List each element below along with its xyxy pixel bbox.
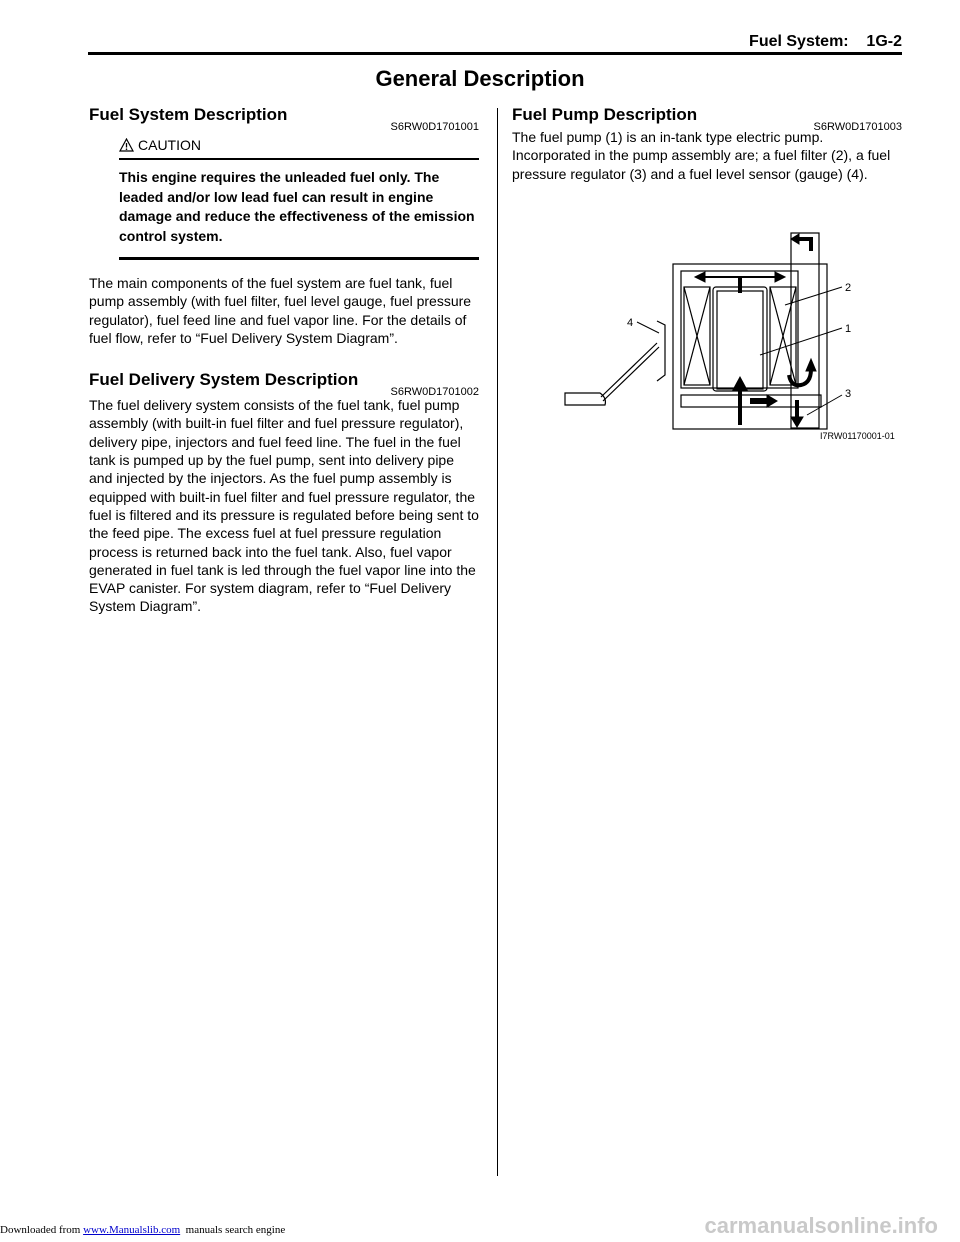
caution-top-rule (119, 158, 479, 160)
fuel-system-body: The main components of the fuel system are fuel tank, fuel pump assembly (with fuel filter, fuel level gauge, fuel pressure regulator), fuel feed line and fuel vapor line. For the details of fuel flow, refer to “Fuel Delivery System Diagram”. (89, 275, 472, 346)
pump-housing (673, 264, 827, 429)
delivery-heading (89, 370, 479, 399)
callout-1: 1 (845, 323, 852, 335)
fuel-system-code: S6RW0D1701001 (390, 121, 479, 133)
column-divider (497, 108, 498, 1176)
fuel-system-heading-text: Fuel System Description (89, 105, 288, 124)
pump-heading (512, 105, 902, 133)
header-page: 1G-2 (866, 33, 902, 50)
left-column (89, 105, 479, 616)
manualslib-link[interactable]: www.Manualslib.com (83, 1224, 181, 1236)
fuel-pump-diagram (545, 225, 905, 445)
caution-bottom-rule (119, 257, 479, 260)
level-sensor-float (565, 393, 605, 405)
warning-triangle-icon (119, 138, 134, 152)
caution-box (119, 137, 479, 260)
figure-ref: I7RW01170001-01 (820, 431, 895, 441)
fuel-pump-body (713, 287, 767, 391)
caution-header (119, 137, 479, 153)
level-sensor-bracket (657, 321, 665, 381)
delivery-heading-text: Fuel Delivery System Description (89, 370, 359, 390)
callout-4: 4 (627, 317, 634, 329)
pump-code: S6RW0D1701003 (813, 121, 902, 133)
header-rule (88, 52, 902, 55)
download-footer (0, 1224, 285, 1236)
pump-heading-text: Fuel Pump Description (512, 105, 698, 124)
delivery-body: The fuel delivery system consists of the fuel tank, fuel pump assembly (with built-in fuel filter and fuel pressure regulator), delivery pipe, injectors and fuel feed line. The fuel in the fuel tank is pumped up by the fuel pump, sent into delivery pipe and injected by the injectors. As the fuel pump assembly is equipped with built-in fuel filter and fuel pressure regulator, the fuel is filtered and its pressure is regulated before being sent to the feed pipe. The excess fuel at fuel pressure regulation process is returned back into the fuel tank. Also, fuel vapor generated in fuel tank is led through the fuel vapor line into the EVAP canister. For system diagram, refer to “Fuel Delivery System Diagram”. (89, 397, 479, 615)
pump-body: The fuel pump (1) is an in-tank type electric pump. Incorporated in the pump assembly are; a fuel filter (2), a fuel pressure regulator (3) and a fuel level sensor (gauge) (4). (512, 129, 891, 182)
running-header (749, 33, 902, 51)
watermark: carmanualsonline.info (704, 1213, 938, 1238)
footer-prefix: Downloaded from (0, 1224, 81, 1236)
right-column (512, 105, 902, 183)
footer-suffix: manuals search engine (185, 1224, 286, 1236)
callout-2: 2 (845, 282, 852, 294)
fuel-system-heading (89, 105, 479, 133)
caution-text: This engine requires the unleaded fuel only. The leaded and/or low lead fuel can result in engine damage and reduce the effectiveness of the emission control system. (119, 169, 475, 244)
header-section: Fuel System: (749, 33, 849, 50)
outlet-pipe (791, 233, 819, 428)
page-title: General Description (375, 66, 585, 91)
delivery-code: S6RW0D1701002 (390, 386, 479, 399)
callout-3: 3 (845, 388, 852, 400)
caution-label: CAUTION (138, 137, 201, 153)
